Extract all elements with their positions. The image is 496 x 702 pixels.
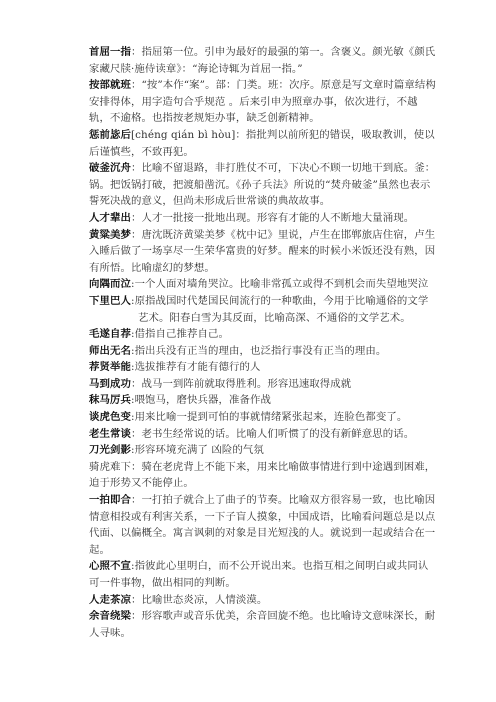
idiom-definition: ：比喻世态炎凉，人情淡漠。 bbox=[130, 593, 268, 606]
idiom-definition: :选拔推荐有才能有德行的人 bbox=[130, 361, 261, 374]
idiom-term: 人才辈出 bbox=[89, 211, 131, 224]
idiom-term: 惩前毖后 bbox=[89, 128, 131, 141]
idiom-definition: ：一打拍子就合上了曲子的节奏。比喻双方很容易一致，也比喻因情意相投或有利害关系，一下子盲人摸象，中国成语，比喻看问题总是以点代面、以偏概全。寓言讽刺的对象是目光短浅的人。就说到一起或结合在一起。 bbox=[89, 494, 436, 556]
idiom-term: 一拍即合 bbox=[89, 494, 131, 507]
idiom-definition: ：比喻不留退路，非打胜仗不可，下决心不顾一切地干到底。釜：锅。把饭锅打破，把渡船凿沉。《孙子兵法》所说的“焚舟破釜”虽然也表示誓死决战的意义，但尚未形成后世常谈的典故故事。 bbox=[89, 162, 436, 208]
idiom-term: 马到成功 bbox=[89, 377, 131, 390]
idiom-term: 秣马厉兵 bbox=[89, 394, 131, 407]
idiom-entry bbox=[89, 127, 438, 160]
idiom-term: 按部就班 bbox=[89, 79, 131, 92]
idiom-definition: ：人才一批接一批地出现。形容有才能的人不断地大量涌现。 bbox=[130, 211, 415, 224]
idiom-term: 余音绕梁 bbox=[89, 610, 131, 623]
idiom-definition: ：“按”本作“案”。部：门类。班：次序。原意是写文章时篇章结构安排得体，用字造句合乎规范 。后来引申为照章办事，依次进行，不越轨，不逾格。也指按老规矩办事，缺乏创新精神。 bbox=[89, 79, 436, 125]
idiom-definition: :形容环境充满了 凶险的气氛 bbox=[130, 444, 264, 457]
idiom-definition: :指彼此心里明白，而不公开说出来。也指互相之间明白或共同认可一件事物，做出相同的判断。 bbox=[89, 560, 429, 589]
idiom-entry bbox=[89, 558, 438, 591]
idiom-entry bbox=[89, 160, 438, 210]
idiom-definition: 骑虎难下：骑在老虎背上不能下来，用来比喻做事情进行到中途遇到困难，迫于形势又不能停止。 bbox=[89, 460, 436, 490]
idiom-term: 毛遂自荐 bbox=[89, 328, 131, 341]
idiom-entry bbox=[89, 293, 438, 326]
idiom-term: 下里巴人 bbox=[89, 294, 131, 307]
idiom-term: 心照不宣 bbox=[89, 560, 131, 573]
idiom-entry bbox=[89, 376, 438, 393]
idiom-list bbox=[89, 44, 438, 641]
idiom-term: 刀光剑影 bbox=[89, 444, 131, 457]
idiom-definition: ：形容歌声或音乐优美，余音回旋不绝。也比喻诗文意味深长，耐人寻味。 bbox=[89, 610, 436, 639]
idiom-definition: :借指自己推荐自己。 bbox=[130, 328, 229, 341]
idiom-definition: [chéng qián bì hòu]：指批判以前所犯的错误，吸取教训，使以后谨慎些，不致再犯。 bbox=[89, 128, 435, 158]
idiom-definition: ：指屈第一位。引申为最好的最强的第一。含褒义。颜光敏《颜氏家藏尺牍·施侍读章》：“海论诗辄为首屈一指。” bbox=[89, 46, 436, 75]
idiom-entry bbox=[89, 359, 438, 376]
idiom-entry bbox=[89, 592, 438, 609]
idiom-definition: ：战马一到阵前就取得胜利。形容迅速取得成就 bbox=[130, 377, 352, 390]
idiom-term: 师出无名 bbox=[89, 344, 131, 357]
idiom-entry bbox=[89, 326, 438, 343]
idiom-definition: :一个人面对墙角哭泣。比喻非常孤立或得不到机会而失望地哭泣 bbox=[130, 278, 429, 291]
idiom-entry bbox=[89, 343, 438, 360]
idiom-definition: :原指战国时代楚国民间流行的一种歌曲，今用于比喻通俗的文学艺术。阳春白雪为其反面，比喻高深、不通俗的文学艺术。 bbox=[130, 294, 429, 324]
idiom-entry bbox=[89, 608, 438, 641]
idiom-entry bbox=[89, 227, 438, 277]
idiom-definition: :喂饱马，磨快兵器，准备作战 bbox=[130, 394, 271, 407]
idiom-entry bbox=[89, 409, 438, 426]
idiom-entry bbox=[89, 426, 438, 443]
idiom-term: 谈虎色变 bbox=[89, 411, 131, 424]
idiom-term: 老生常谈 bbox=[89, 427, 131, 440]
idiom-term: 首屈一指 bbox=[89, 46, 131, 58]
idiom-entry bbox=[89, 210, 438, 227]
idiom-term: 破釜沉舟 bbox=[89, 162, 131, 175]
idiom-entry bbox=[89, 44, 438, 77]
idiom-term: 向隅而泣 bbox=[89, 278, 131, 291]
idiom-term: 黄粱美梦 bbox=[89, 228, 131, 241]
idiom-entry bbox=[89, 392, 438, 409]
idiom-entry bbox=[89, 442, 438, 459]
idiom-entry bbox=[89, 77, 438, 127]
idiom-definition: :用来比喻一提到可怕的事就情绪紧张起来，连脸色都变了。 bbox=[130, 411, 408, 424]
idiom-term: 人走茶凉 bbox=[89, 593, 131, 606]
idiom-entry bbox=[89, 492, 438, 558]
idiom-definition: :指出兵没有正当的理由，也泛指行事没有正当的理由。 bbox=[130, 344, 387, 357]
idiom-entry bbox=[89, 459, 438, 492]
idiom-entry bbox=[89, 276, 438, 293]
idiom-definition: ：老书生经常说的话。比喻人们听惯了的没有新鲜意思的话。 bbox=[130, 427, 415, 440]
idiom-definition: ：唐沈既济黄粱美梦《枕中记》里说，卢生在邯郸旅店住宿，卢生入睡后做了一场享尽一生荣华富贵的好梦。醒来的时候小米饭还没有熟，因有所悟。比喻虚幻的梦想。 bbox=[89, 228, 436, 274]
idiom-term: 荐贤举能 bbox=[89, 361, 131, 374]
